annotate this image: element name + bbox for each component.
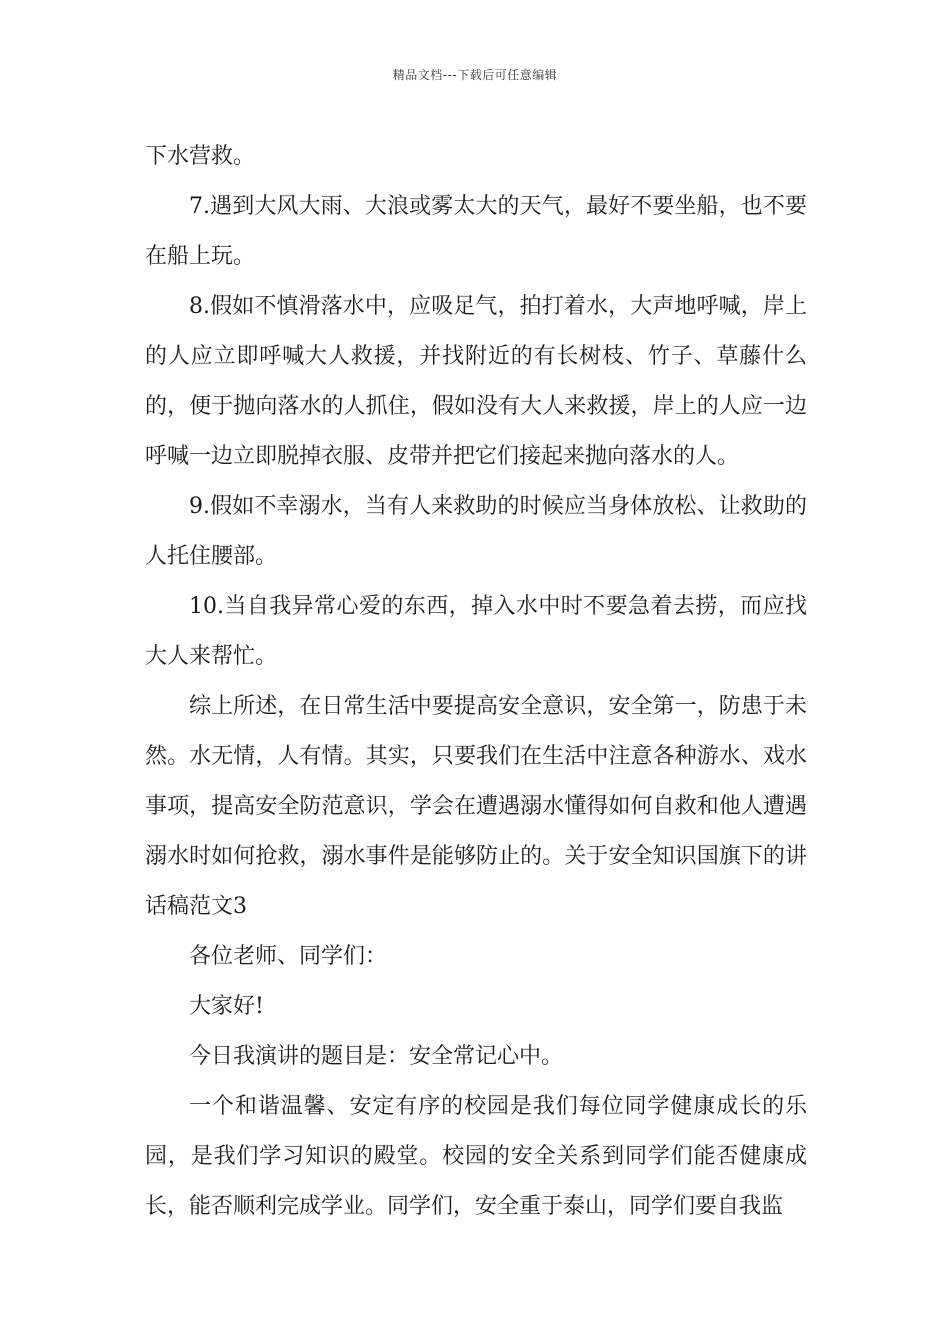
paragraph-salutation: 各位老师、同学们： bbox=[189, 944, 388, 969]
paragraph-item-9: 9.假如不幸溺水，当有人来救助的时候应当身体放松、让救助的人托住腰部。 bbox=[145, 494, 807, 569]
paragraph-item-8: 8.假如不慎滑落水中，应吸足气，拍打着水，大声地呼喊，岸上的人应立即呼喊大人救援，并找附近的有长树枝、竹子、草藤什么的，便于抛向落水的人抓住，假如没有大人来救援，岸上的人应一边呼喊一边立即脱掉衣服、皮带并把它们接起来抛向落水的人。 bbox=[145, 294, 807, 469]
paragraph-greeting: 大家好! bbox=[189, 994, 264, 1019]
document-body bbox=[145, 132, 807, 1232]
paragraph-item-10: 10.当自我异常心爱的东西，掉入水中时不要急着去捞，而应找大人来帮忙。 bbox=[145, 594, 807, 669]
paragraph-continuation: 下水营救。 bbox=[145, 144, 256, 169]
paragraph-summary: 综上所述，在日常生活中要提高安全意识，安全第一，防患于未然。水无情，人有情。其实，只要我们在生活中注意各种游水、戏水事项，提高安全防范意识，学会在遭遇溺水懂得如何自救和他人遭遇溺水时如何抢救，溺水事件是能够防止的。关于安全知识国旗下的讲话稿范文3 bbox=[145, 694, 807, 919]
paragraph-item-7: 7.遇到大风大雨、大浪或雾太大的天气，最好不要坐船，也不要在船上玩。 bbox=[145, 194, 807, 269]
paragraph-topic: 今日我演讲的题目是：安全常记心中。 bbox=[189, 1044, 564, 1069]
paragraph-speech-body: 一个和谐温馨、安定有序的校园是我们每位同学健康成长的乐园，是我们学习知识的殿堂。校园的安全关系到同学们能否健康成长，能否顺利完成学业。同学们，安全重于泰山，同学们要自我监 bbox=[145, 1094, 807, 1219]
page-header: 精品文档---下载后可任意编辑 bbox=[392, 68, 558, 82]
